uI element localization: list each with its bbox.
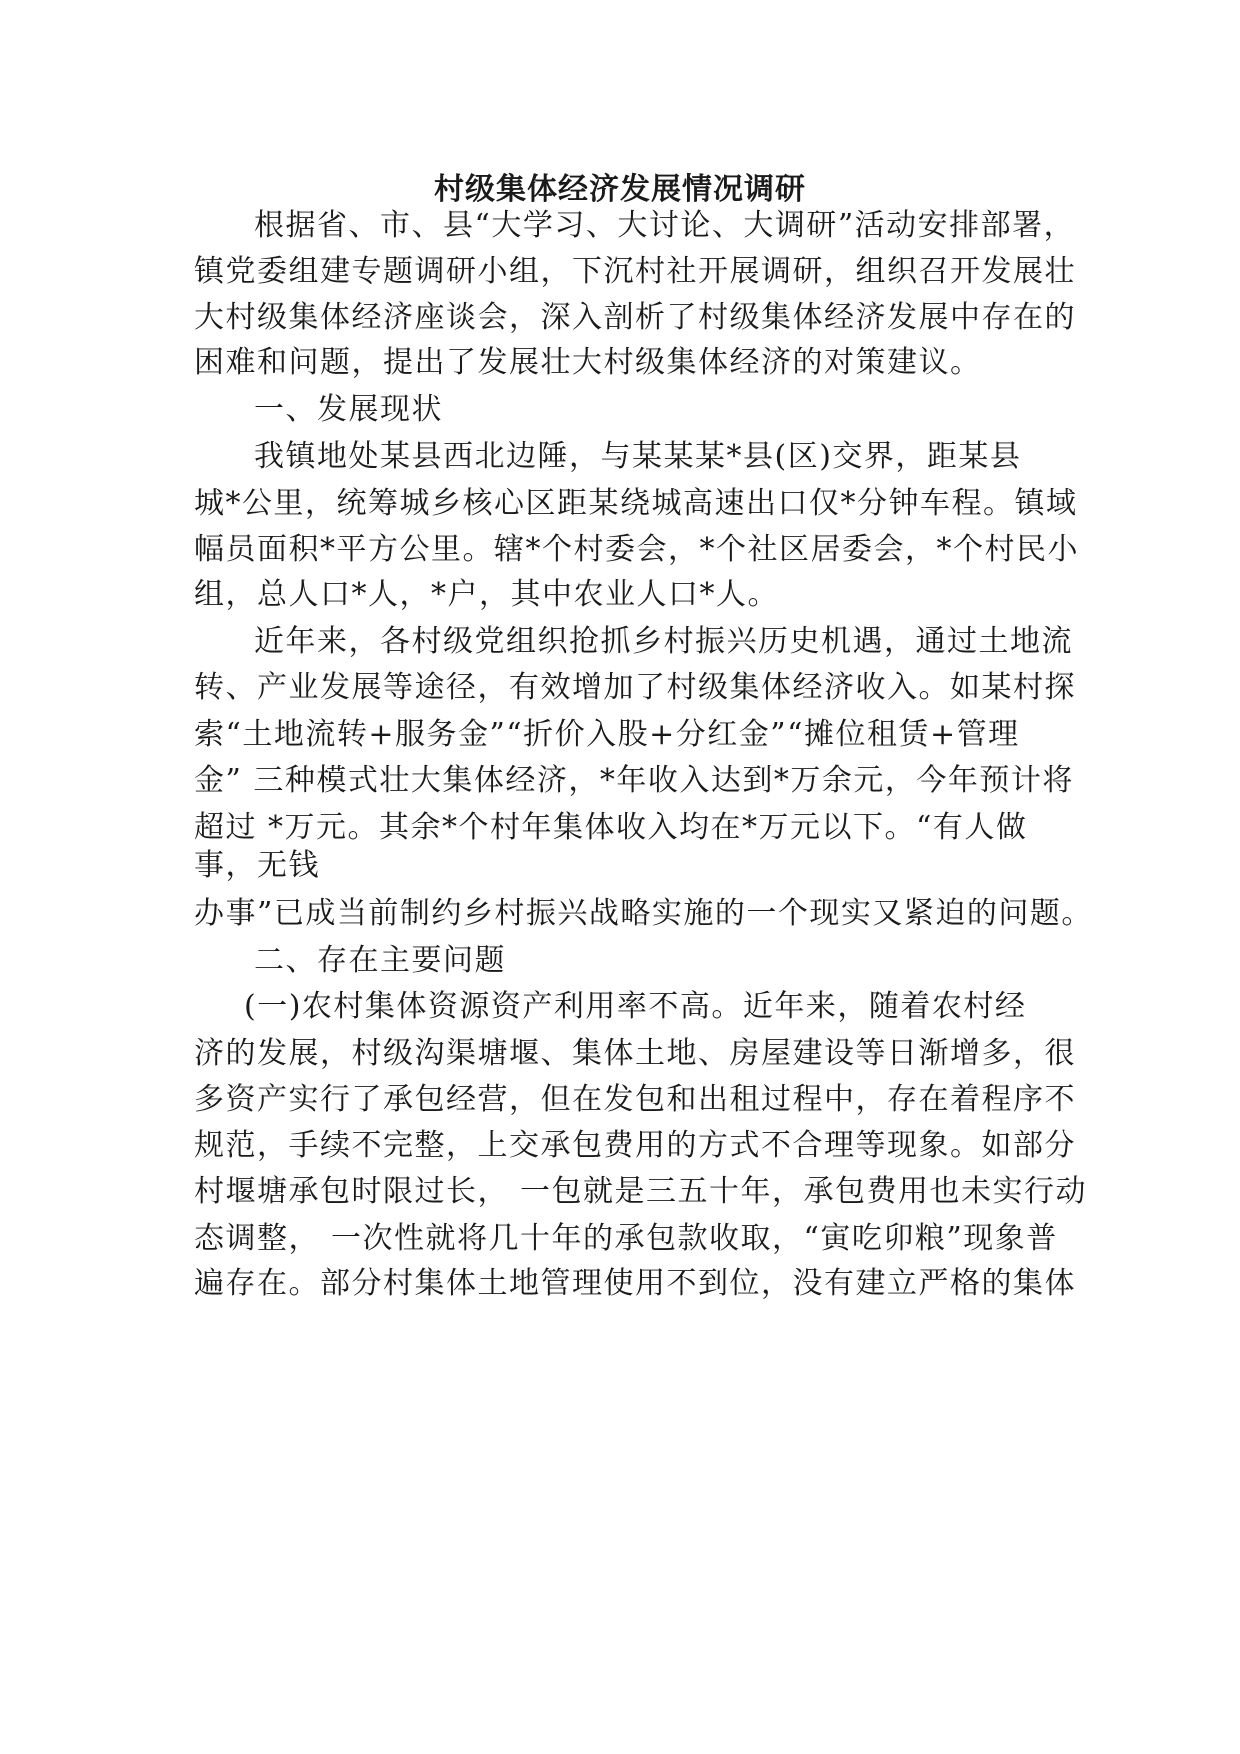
paragraph-line: 事，无钱 xyxy=(194,848,320,883)
paragraph-line: 幅员面积*平方公里。辖*个村委会，*个社区居委会，*个村民小 xyxy=(194,532,1079,567)
paragraph-line: 超过 *万元。其余*个村年集体收入均在*万元以下。“有人做 xyxy=(194,810,1028,845)
paragraph-line: 村堰塘承包时限过长， 一包就是三五十年，承包费用也未实行动 xyxy=(194,1174,1088,1209)
paragraph-line: 组，总人口*人，*户，其中农业人口*人。 xyxy=(194,577,779,612)
section-heading: 二、存在主要问题 xyxy=(254,943,506,978)
document-title: 村级集体经济发展情况调研 xyxy=(434,172,806,207)
paragraph-line: 城*公里，统筹城乡核心区距某绕城高速出口仅*分钟车程。镇域 xyxy=(194,486,1078,521)
paragraph-line: 镇党委组建专题调研小组，下沉村社开展调研，组织召开发展壮 xyxy=(194,254,1076,289)
paragraph-line: 我镇地处某县西北边陲，与某某某*县(区)交界，距某县 xyxy=(254,439,1022,474)
paragraph-line: 多资产实行了承包经营，但在发包和出租过程中，存在着程序不 xyxy=(194,1082,1076,1117)
paragraph-line: 近年来，各村级党组织抢抓乡村振兴历史机遇，通过土地流 xyxy=(254,624,1073,659)
paragraph-line: 济的发展，村级沟渠塘堰、集体土地、房屋建设等日渐增多，很 xyxy=(194,1036,1076,1071)
paragraph-line: (一)农村集体资源资产利用率不高。近年来，随着农村经 xyxy=(244,989,1027,1024)
paragraph-line: 遍存在。部分村集体土地管理使用不到位，没有建立严格的集体 xyxy=(194,1266,1076,1301)
paragraph-line: 态调整， 一次性就将几十年的承包款收取，“寅吃卯粮”现象普 xyxy=(194,1221,1058,1256)
paragraph-line: 困难和问题，提出了发展壮大村级集体经济的对策建议。 xyxy=(194,345,982,380)
paragraph-line: 大村级集体经济座谈会，深入剖析了村级集体经济发展中存在的 xyxy=(194,300,1076,335)
paragraph-line: 金” 三种模式壮大集体经济，*年收入达到*万余元，今年预计将 xyxy=(194,763,1074,798)
section-heading: 一、发展现状 xyxy=(254,392,443,427)
paragraph-line: 转、产业发展等途径，有效增加了村级集体经济收入。如某村探 xyxy=(194,670,1076,705)
paragraph-line: 索“土地流转+服务金”“折价入股+分红金”“摊位租赁+管理 xyxy=(194,717,1020,752)
paragraph-line: 规范，手续不完整，上交承包费用的方式不合理等现象。如部分 xyxy=(194,1128,1076,1163)
paragraph-line: 根据省、市、县“大学习、大讨论、大调研”活动安排部署， xyxy=(254,208,1076,243)
paragraph-line: 办事”已成当前制约乡村振兴战略实施的一个现实又紧迫的问题。 xyxy=(194,896,1093,931)
